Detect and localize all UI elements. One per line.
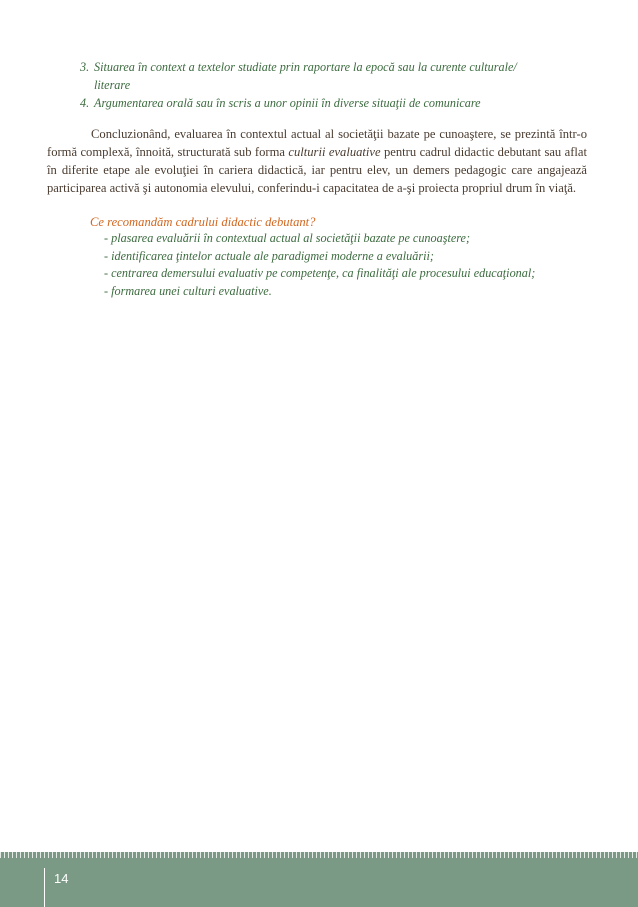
footer-dotted-border (0, 852, 638, 858)
footer-bar (0, 852, 638, 907)
recommendation-item: - formarea unei culturi evaluative. (104, 283, 272, 298)
paragraph-emphasis: culturii evaluative (288, 145, 381, 159)
numbered-list (68, 58, 568, 112)
recommendation-item: - plasarea evaluării în contextual actual al societăţii bazate pe cunoaştere; (104, 231, 470, 245)
footer-divider (44, 868, 45, 907)
page-number: 14 (54, 871, 69, 886)
recommendation-question: Ce recomandăm cadrului didactic debutant? (90, 215, 316, 229)
conclusion-paragraph (47, 125, 587, 197)
recommendation-item: - identificarea ţintelor actuale ale paradigmei moderne a evaluării; (104, 248, 434, 263)
recommendation-item: - centrarea demersului evaluativ pe competenţe, ca finalităţi ale procesului educaţional; (104, 266, 536, 281)
list-item-number: 3. (80, 60, 90, 74)
list-item-text: Situarea în context a textelor studiate prin raportare la epocă sau la curente culturale/ (94, 60, 517, 74)
list-item (68, 58, 568, 94)
list-item-text-continuation: literare (94, 78, 131, 92)
paragraph-text: Concluzionând, evaluarea în contextul actual al societăţii bazate pe cunoaştere, se prezintă într-o formă complexă, înnoită, structurată sub forma (47, 127, 587, 159)
list-item-text: Argumentarea orală sau în scris a unor opinii în diverse situaţii de comunicare (94, 96, 481, 110)
list-item (68, 94, 568, 112)
list-item-number: 4. (80, 96, 90, 110)
recommendation-list (104, 230, 594, 300)
paragraph-text-continued: pentru cadrul didactic debutant sau aflat în diferite etape ale evoluţiei în cariera didactică, iar pentru elev, un demers pedagogic care angajează participarea activă şi autonomia elevului, conferindu-i capacitatea de a-şi proiecta propriul drum în viaţă. (47, 145, 587, 195)
